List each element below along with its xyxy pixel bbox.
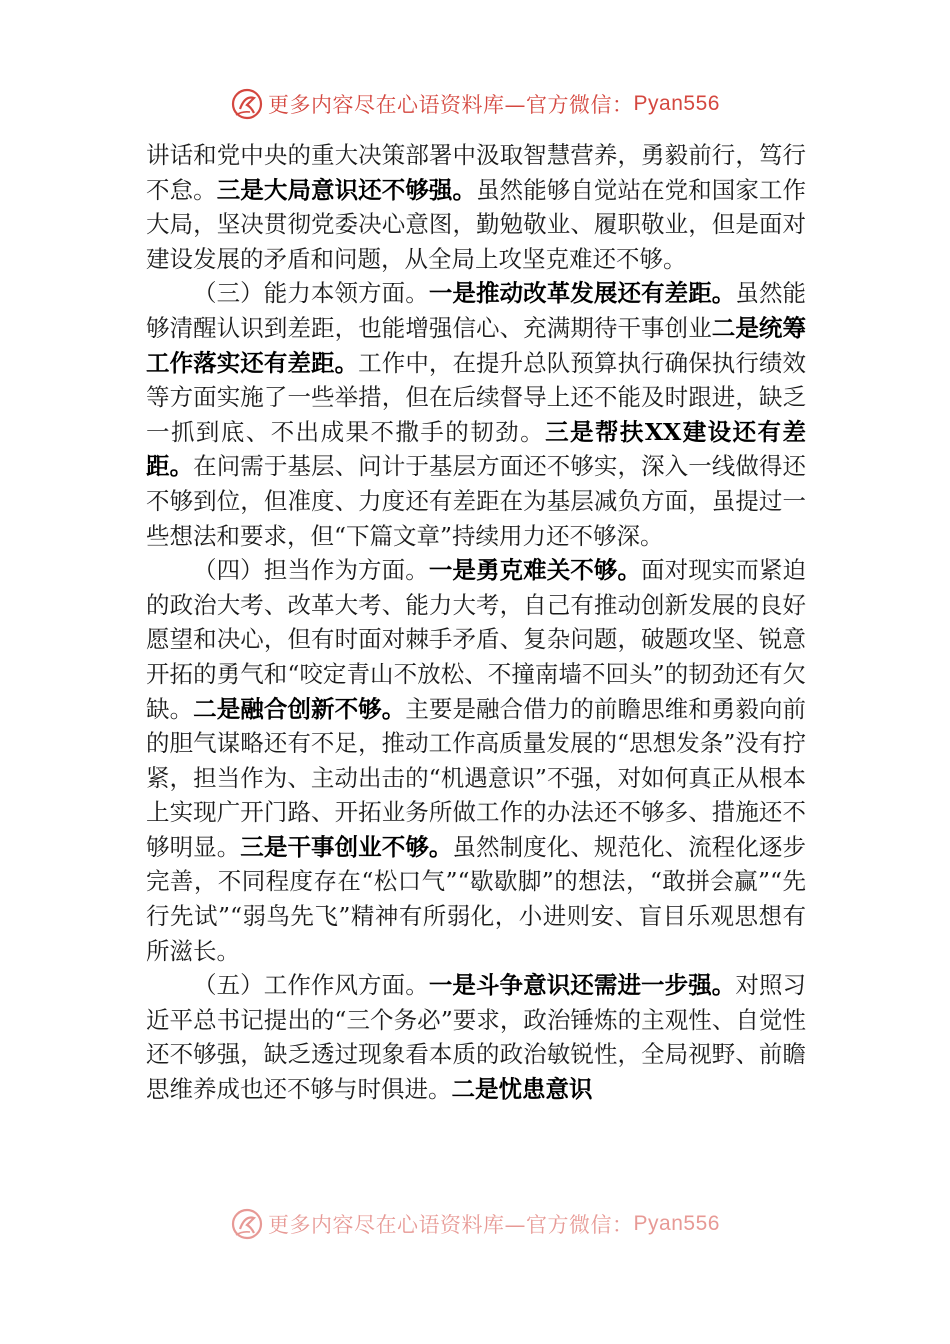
paragraph [146, 276, 806, 553]
bold-heading-run: 二是融合创新不够。 [193, 694, 406, 723]
watermark-id: Pyan556 [633, 92, 720, 115]
paragraph [146, 968, 806, 1106]
bold-heading-run: 三是干事创业不够。 [240, 832, 453, 861]
header-watermark [0, 84, 950, 124]
footer-watermark [0, 1204, 950, 1244]
text-run: 工作中，在提升总队预算执行确保执行绩效等方面实施了一些举措，但在后续督导上还不能及时跟进，缺乏一抓到底、不出成果不撒手的韧劲。 [146, 348, 807, 446]
logo-icon [230, 87, 264, 121]
text-run: 在问需于基层、问计于基层方面还不够实，深入一线做得还不够到位，但准度、力度还有差距在为基层减负方面，虽提过一些想法和要求，但“下篇文章”持续用力还不够深。 [146, 452, 807, 550]
paragraph [146, 138, 806, 276]
text-run: 虽然能够清醒认识到差距，也能增强信心、充满期待干事创业 [146, 279, 807, 342]
text-run: 主要是融合借力的前瞻思维和勇毅向前的胆气谋略还有不足，推动工作高质量发展的“思想发条”没有拧紧，担当作为、主动出击的“机遇意识”不强，对如何真正从根本上实现广开门路、开拓业务所做工作的办法还不够多、措施还不够明显。 [146, 694, 807, 861]
bold-heading-run: 一是推动改革发展还有差距。 [428, 279, 736, 308]
text-run: 虽然能够自觉站在党和国家工作大局，坚决贯彻党委决心意图，勤勉敬业、履职敬业，但是面对建设发展的矛盾和问题，从全局上攻坚克难还不够。 [146, 175, 807, 273]
watermark-id: Pyan556 [633, 1212, 720, 1235]
logo-icon [230, 1207, 264, 1241]
watermark-text: 更多内容尽在心语资料库—官方微信： [268, 1213, 634, 1237]
bold-heading-run: 一是勇克难关不够。 [428, 556, 642, 585]
text-run: 面对现实而紧迫的政治大考、改革大考、能力大考，自己有推动创新发展的良好愿望和决心，但有时面对棘手矛盾、复杂问题，破题攻坚、锐意开拓的勇气和“咬定青山不放松、不撞南墙不回头”的韧劲还有欠缺。 [146, 556, 807, 723]
text-run: 讲话和党中央的重大决策部署中汲取智慧营养，勇毅前行，笃行不怠。 [146, 141, 806, 204]
watermark-text: 更多内容尽在心语资料库—官方微信： [268, 93, 634, 117]
document-body [146, 138, 806, 1107]
paragraph [146, 553, 806, 968]
bold-heading-run: 一是斗争意识还需进一步强。 [428, 971, 736, 1000]
bold-heading-run: 三是帮扶XX建设还有差距。 [146, 417, 806, 481]
text-run: 对照习近平总书记提出的“三个务必”要求，政治锤炼的主观性、自觉性还不够强，缺乏透过现象看本质的政治敏锐性，全局视野、前瞻思维养成也还不够与时俱进。 [146, 971, 807, 1104]
bold-heading-run: 二是统筹工作落实还有差距。 [146, 313, 807, 377]
text-run: （三）能力本领方面。 [193, 279, 429, 308]
text-run: （四）担当作为方面。 [193, 556, 429, 585]
bold-heading-run: 三是大局意识还不够强。 [216, 175, 477, 204]
text-run: 虽然制度化、规范化、流程化逐步完善，不同程度存在“松口气”“歇歇脚”的想法，“敢拼会赢”“先行先试”“弱鸟先飞”精神有所弱化，小进则安、盲目乐观思想有所滋长。 [146, 832, 807, 965]
text-run: （五）工作作风方面。 [193, 971, 429, 1000]
bold-heading-run: 二是忧患意识 [451, 1075, 593, 1104]
